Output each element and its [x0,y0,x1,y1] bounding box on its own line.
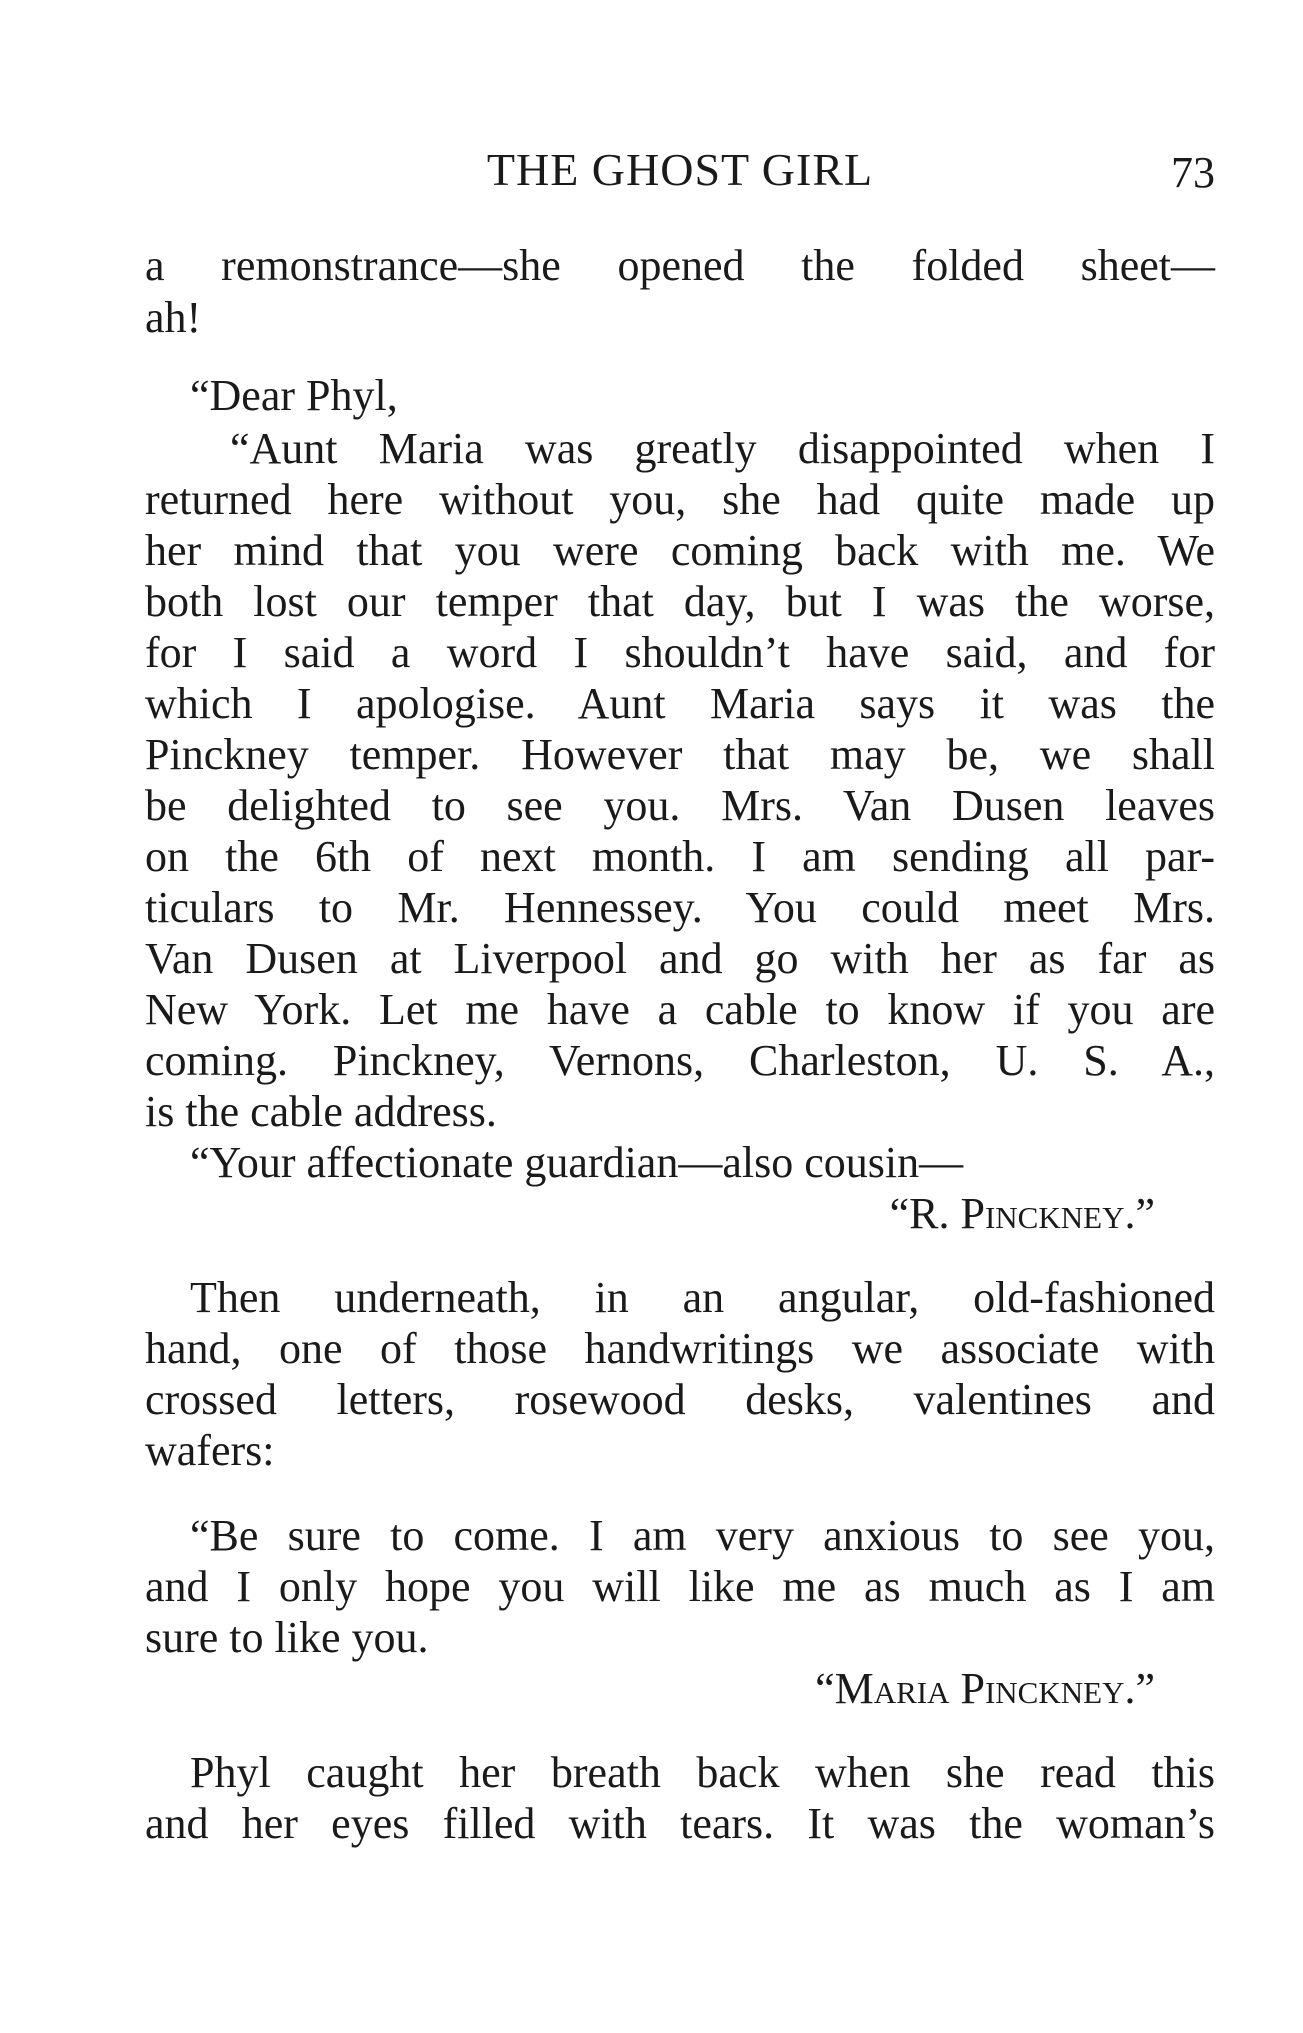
text-line: wafers: [145,1426,275,1475]
text-line: coming. Pinckney, Vernons, Charleston, U. S. A., [145,1036,1215,1085]
text-line: for I said a word I shouldn’t have said, and for [145,628,1215,677]
letter-salutation: “Dear Phyl, [190,371,398,420]
postscript-signature: “Maria Pinckney.” [815,1664,1155,1713]
text-line: crossed letters, rosewood desks, valentines and [145,1375,1215,1424]
text-line: Phyl caught her breath back when she read this [190,1748,1215,1797]
text-line: ah! [145,293,202,342]
text-line: be delighted to see you. Mrs. Van Dusen leaves [145,781,1215,830]
text-line: her mind that you were coming back with me. We [145,526,1215,575]
letter-closing: “Your affectionate guardian—also cousin— [190,1138,964,1187]
text-line: sure to like you. [145,1613,429,1662]
text-line: is the cable address. [145,1087,497,1136]
text-line: and I only hope you will like me as much as I am [145,1562,1215,1611]
page-number: 73 [1171,148,1215,197]
page-header [145,143,1215,203]
text-line: hand, one of those handwritings we associate with [145,1324,1215,1373]
text-line: ticulars to Mr. Hennessey. You could meet Mrs. [145,883,1215,932]
text-line: Then underneath, in an angular, old-fashioned [190,1273,1215,1322]
text-line: “Be sure to come. I am very anxious to see you, [190,1511,1215,1560]
text-line: returned here without you, she had quite made up [145,475,1215,524]
text-line: “Aunt Maria was greatly disappointed when I [230,424,1215,473]
text-line: both lost our temper that day, but I was the worse, [145,577,1215,626]
letter-signature: “R. Pinckney.” [889,1189,1155,1238]
text-line: which I apologise. Aunt Maria says it was the [145,679,1215,728]
text-line: Van Dusen at Liverpool and go with her as far as [145,934,1215,983]
text-line: on the 6th of next month. I am sending all par- [145,832,1215,881]
text-line: a remonstrance—she opened the folded sheet— [145,241,1215,290]
running-title: THE GHOST GIRL [486,144,874,195]
text-line: New York. Let me have a cable to know if you are [145,985,1215,1034]
text-line: and her eyes filled with tears. It was the woman’s [145,1799,1215,1848]
text-line: Pinckney temper. However that may be, we shall [145,730,1215,779]
